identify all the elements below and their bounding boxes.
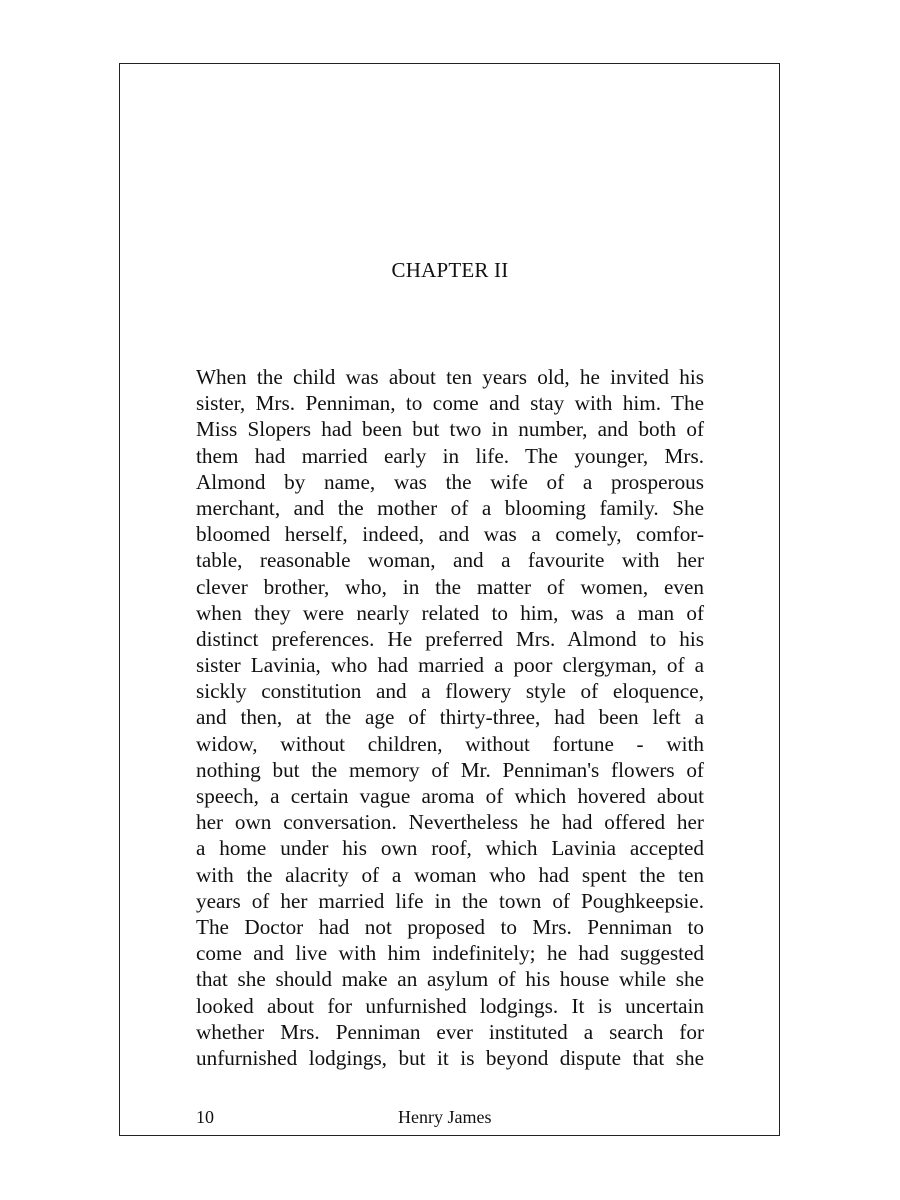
text-line: come and live with him indefinitely; he had suggested — [196, 941, 704, 966]
text-line: Miss Slopers had been but two in number, and both of — [196, 417, 704, 442]
text-line: clever brother, who, in the matter of women, even — [196, 574, 704, 599]
text-line: speech, a certain vague aroma of which hovered about — [196, 784, 704, 808]
text-line: that she should make an asylum of his house while she — [196, 967, 704, 992]
text-line: When the child was about ten years old, he invited his — [196, 365, 704, 389]
text-line: merchant, and the mother of a blooming family. She — [196, 495, 704, 520]
text-line: bloomed herself, indeed, and was a comely, comfor- — [196, 522, 704, 547]
text-line: sister Lavinia, who had married a poor clergyman, of a — [196, 653, 704, 678]
text-line: sister, Mrs. Penniman, to come and stay with him. The — [196, 391, 704, 416]
text-line: widow, without children, without fortune - with — [196, 731, 704, 756]
text-line: years of her married life in the town of Poughkeepsie. — [196, 888, 704, 913]
text-line: with the alacrity of a woman who had spent the ten — [196, 862, 704, 887]
chapter-title: CHAPTER II — [391, 258, 509, 282]
body-text — [196, 364, 704, 1071]
page-number: 10 — [196, 1107, 214, 1127]
text-line: sickly constitution and a flowery style of eloquence, — [196, 679, 704, 704]
text-line: when they were nearly related to him, was a man of — [196, 600, 704, 625]
text-line: a home under his own roof, which Lavinia accepted — [196, 836, 704, 861]
text-line: them had married early in life. The younger, Mrs. — [196, 443, 704, 468]
text-line: The Doctor had not proposed to Mrs. Penniman to — [196, 914, 704, 939]
text-line: looked about for unfurnished lodgings. It is uncertain — [196, 993, 704, 1018]
text-line: nothing but the memory of Mr. Penniman's flowers of — [196, 757, 704, 782]
text-line: table, reasonable woman, and a favourite with her — [196, 548, 704, 573]
text-line: and then, at the age of thirty-three, had been left a — [196, 705, 704, 730]
text-line: unfurnished lodgings, but it is beyond dispute that she — [196, 1045, 704, 1070]
text-line: whether Mrs. Penniman ever instituted a search for — [196, 1019, 704, 1044]
text-line: distinct preferences. He preferred Mrs. Almond to his — [196, 626, 704, 651]
text-line: her own conversation. Nevertheless he had offered her — [196, 810, 704, 835]
text-line: Almond by name, was the wife of a prosperous — [196, 469, 704, 494]
running-footer-author: Henry James — [398, 1107, 492, 1127]
